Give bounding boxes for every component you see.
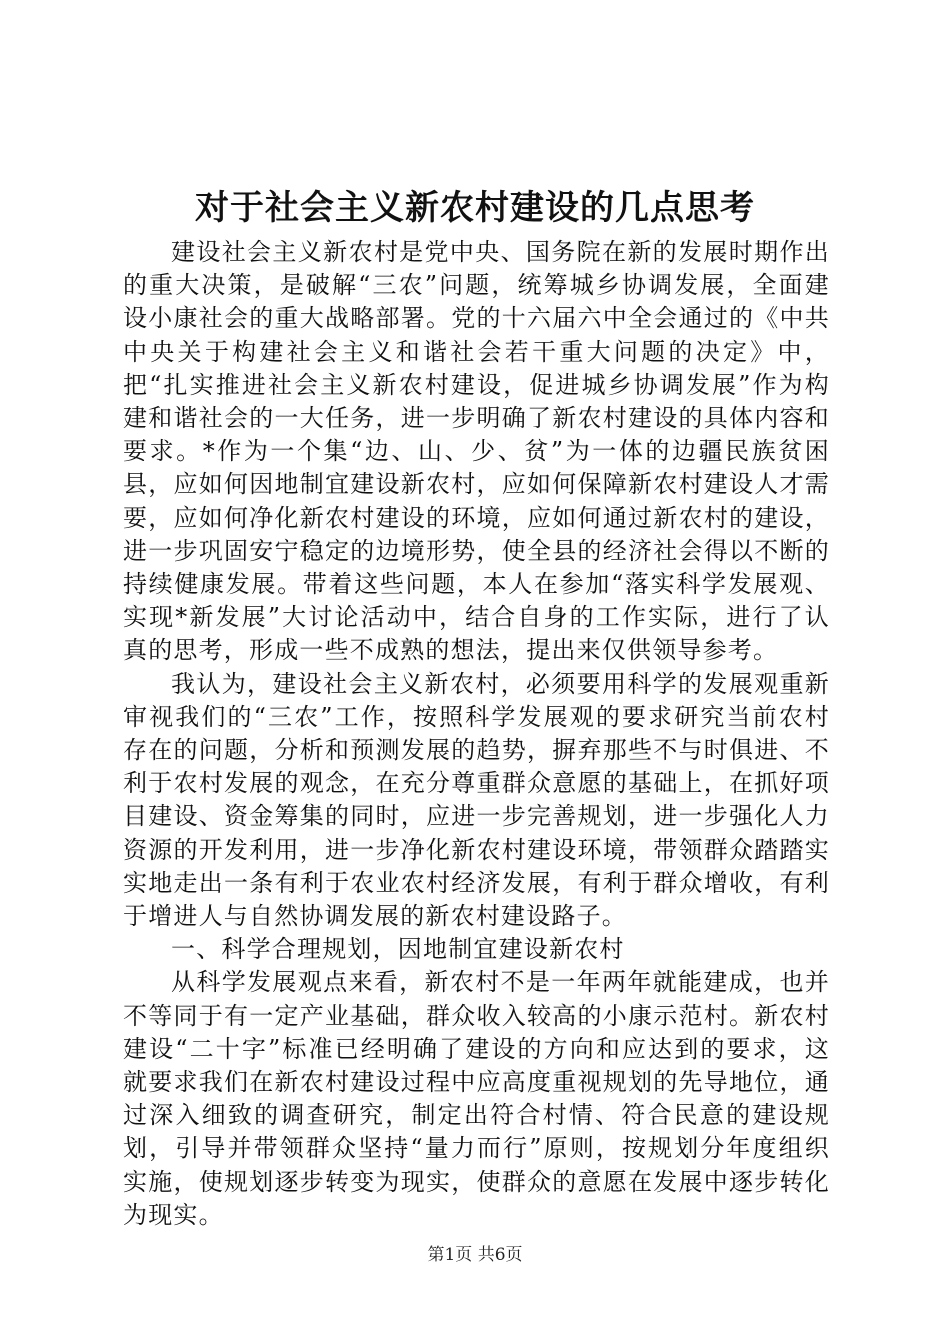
document-body bbox=[123, 236, 830, 1232]
page-number-footer: 第1页 共6页 bbox=[427, 1245, 523, 1265]
document-title: 对于社会主义新农村建设的几点思考 bbox=[195, 188, 755, 228]
paragraph-planning: 从科学发展观点来看，新农村不是一年两年就能建成，也并不等同于有一定产业基础，群众收入较高的小康示范村。新农村建设“二十字”标准已经明确了建设的方向和应达到的要求，这就要求我们在新农村建设过程中应高度重视规划的先导地位，通过深入细致的调查研究，制定出符合村情、符合民意的建设规划，引导并带领群众坚持“量力而行”原则，按规划分年度组织实施，使规划逐步转变为现实，使群众的意愿在发展中逐步转化为现实。 bbox=[123, 968, 830, 1229]
paragraph-opinion: 我认为，建设社会主义新农村，必须要用科学的发展观重新审视我们的“三农”工作，按照科学发展观的要求研究当前农村存在的问题，分析和预测发展的趋势，摒弃那些不与时俱进、不利于农村发展的观念，在充分尊重群众意愿的基础上，在抓好项目建设、资金筹集的同时，应进一步完善规划，进一步强化人力资源的开发利用，进一步净化新农村建设环境，带领群众踏踏实实地走出一条有利于农业农村经济发展，有利于群众增收，有利于增进人与自然协调发展的新农村建设路子。 bbox=[123, 669, 830, 931]
section-heading-1: 一、科学合理规划，因地制宜建设新农村 bbox=[171, 935, 625, 964]
paragraph-intro: 建设社会主义新农村是党中央、国务院在新的发展时期作出的重大决策，是破解“三农”问题，统筹城乡协调发展，全面建设小康社会的重大战略部署。党的十六届六中全会通过的《中共中央关于构建社会主义和谐社会若干重大问题的决定》中，把“扎实推进社会主义新农村建设，促进城乡协调发展”作为构建和谐社会的一大任务，进一步明确了新农村建设的具体内容和要求。*作为一个集“边、山、少、贫”为一体的边疆民族贫困县，应如何因地制宜建设新农村，应如何保障新农村建设人才需要，应如何净化新农村建设的环境，应如何通过新农村的建设，进一步巩固安宁稳定的边境形势，使全县的经济社会得以不断的持续健康发展。带着这些问题，本人在参加“落实科学发展观、实现*新发展”大讨论活动中，结合自身的工作实际，进行了认真的思考，形成一些不成熟的想法，提出来仅供领导参考。 bbox=[123, 238, 830, 665]
